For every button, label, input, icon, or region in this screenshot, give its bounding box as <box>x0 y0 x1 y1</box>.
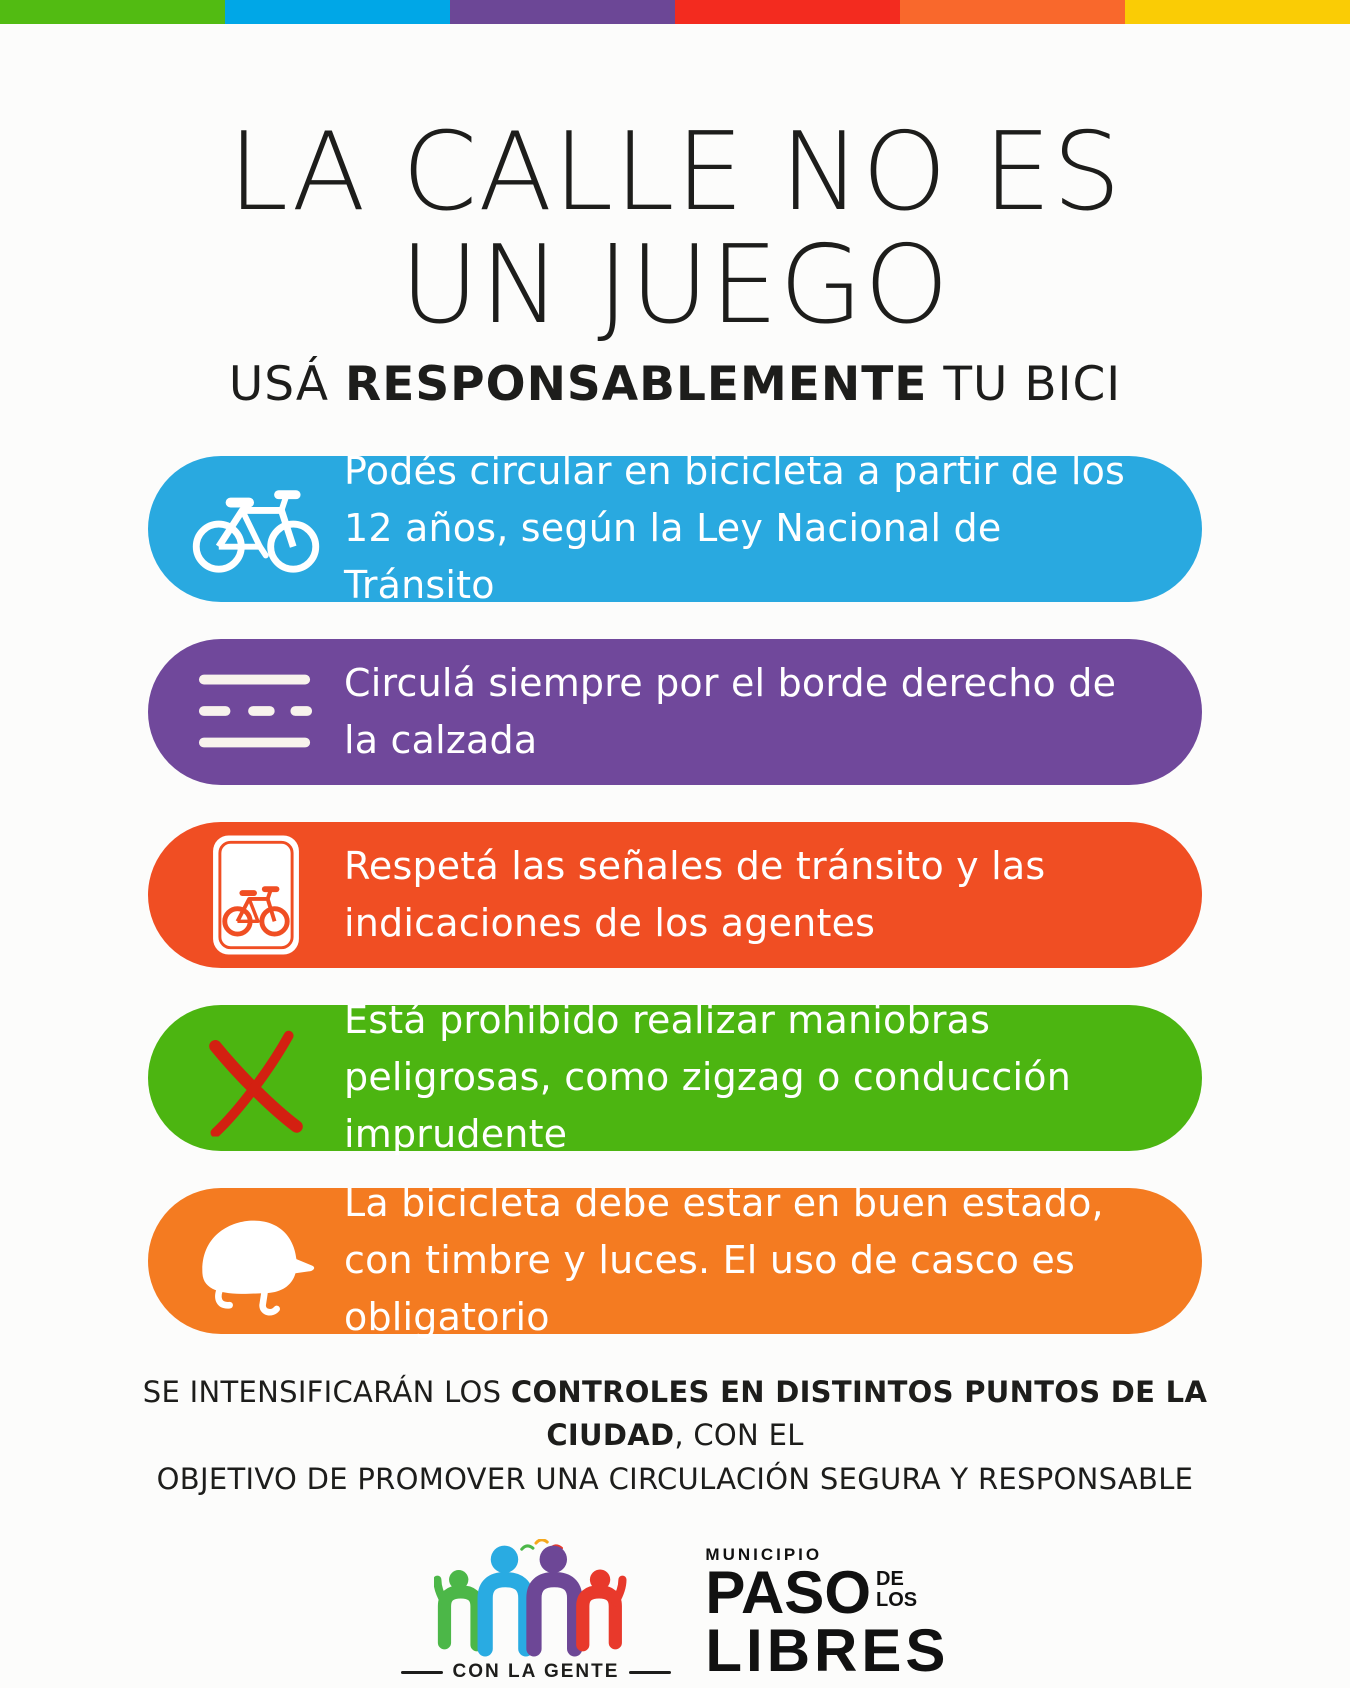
tagline-rule-right <box>629 1671 671 1674</box>
logo-wordmark <box>705 1545 950 1685</box>
footer-note-bold: CONTROLES EN DISTINTOS PUNTOS DE LA CIUDAD <box>510 1374 1208 1453</box>
logo-people-block <box>401 1539 672 1683</box>
cross-mark-icon <box>186 1019 326 1136</box>
bike-sign-icon <box>186 834 326 955</box>
person-blue <box>485 1546 526 1649</box>
page-title <box>0 110 1350 349</box>
logo-paso: PASO <box>705 1559 871 1627</box>
stripe-segment <box>450 0 675 24</box>
municipality-logo <box>0 1539 1350 1683</box>
stripe-segment <box>1125 0 1350 24</box>
logo-municipio: MUNICIPIO <box>705 1545 823 1565</box>
rules-list <box>0 449 1350 1340</box>
subtitle-bold: RESPONSABLEMENTE <box>345 356 928 412</box>
rule-helmet-required <box>148 1181 1202 1340</box>
logo-de: DE <box>876 1568 904 1591</box>
people-icon <box>434 1539 638 1659</box>
rule-traffic-signs <box>148 822 1202 968</box>
rule-text: Circulá siempre por el borde derecho de la calzada <box>344 660 1117 762</box>
rule-right-side <box>148 639 1202 785</box>
title-line-2: UN JUEGO <box>399 223 950 349</box>
logo-tagline <box>401 1661 672 1683</box>
rule-no-dangerous-maneuvers <box>148 998 1202 1157</box>
logo-name-top <box>705 1559 949 1627</box>
rule-text: Respetá las señales de tránsito y las indicaciones de los agentes <box>344 843 1046 945</box>
logo-de-los <box>876 1569 917 1611</box>
person-red <box>583 1570 623 1645</box>
helmet-icon <box>186 1203 326 1318</box>
stripe-segment <box>900 0 1125 24</box>
tagline-text: CON LA GENTE <box>452 1661 620 1683</box>
footer-note-pre: SE INTENSIFICARÁN LOS <box>142 1374 511 1409</box>
footer-note <box>125 1371 1225 1502</box>
road-lanes-icon <box>186 672 326 751</box>
subtitle <box>0 357 1350 412</box>
top-stripe <box>0 0 1350 24</box>
stripe-segment <box>675 0 900 24</box>
tagline-rule-left <box>401 1671 443 1674</box>
footer-note-post: , CON EL <box>674 1418 804 1453</box>
person-green <box>437 1570 477 1645</box>
subtitle-post: TU BICI <box>927 356 1122 412</box>
stripe-segment <box>0 0 225 24</box>
stripe-segment <box>225 0 450 24</box>
logo-los: LOS <box>876 1589 918 1612</box>
bicycle-icon <box>186 481 326 577</box>
header <box>0 110 1350 412</box>
rule-text: Podés circular en bicicleta a partir de los 12 años, según la Ley Nacional de Tránsito <box>344 449 1126 608</box>
subtitle-pre: USÁ <box>228 356 346 412</box>
logo-libres: LIBRES <box>705 1617 950 1685</box>
rule-minimum-age <box>148 449 1202 608</box>
footer-note-line-2: OBJETIVO DE PROMOVER UNA CIRCULACIÓN SEGURA Y RESPONSABLE <box>156 1461 1194 1496</box>
person-purple <box>534 1546 575 1649</box>
footer-note-line-1 <box>125 1371 1225 1458</box>
title-line-1: LA CALLE NO ES <box>228 110 1122 235</box>
rule-text: La bicicleta debe estar en buen estado, con timbre y luces. El uso de casco es obligatorio <box>344 1181 1104 1340</box>
rule-text: Está prohibido realizar maniobras peligrosas, como zigzag o conducción imprudente <box>344 998 1071 1157</box>
